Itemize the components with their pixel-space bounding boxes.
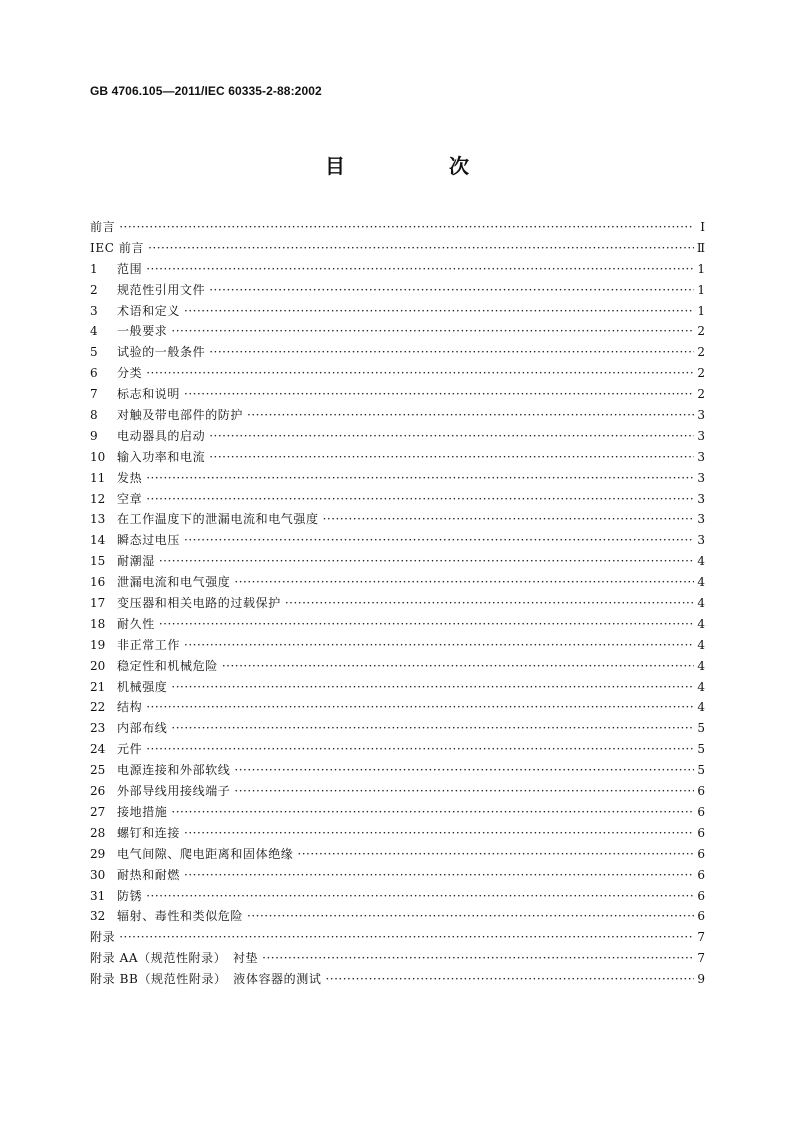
toc-dot-leader (119, 217, 694, 238)
toc-entry-number: 30 (90, 867, 106, 882)
toc-entry[interactable] (90, 572, 705, 593)
toc-dot-leader (234, 781, 694, 802)
toc-entry-page-number: 6 (697, 825, 705, 840)
toc-dot-leader (323, 509, 694, 530)
toc-entry-page-number: 3 (697, 449, 705, 464)
toc-entry-number: 29 (90, 846, 106, 861)
toc-entry-number: 12 (90, 491, 106, 506)
toc-entry-page-number: 4 (697, 554, 705, 569)
toc-entry-title: 附录 (90, 930, 116, 945)
toc-entry-number: 23 (90, 721, 106, 736)
toc-entry[interactable] (90, 426, 705, 447)
toc-entry-title: 附录 AA（规范性附录） 衬垫 (90, 951, 259, 966)
toc-entry-title: 耐热和耐燃 (117, 867, 181, 882)
toc-entry-title: 耐久性 (117, 616, 155, 631)
toc-entry-number: 27 (90, 804, 106, 819)
toc-entry-number: 25 (90, 763, 106, 778)
toc-entry-page-number: 6 (697, 784, 705, 799)
toc-dot-leader (247, 906, 694, 927)
toc-dot-leader (184, 530, 694, 551)
toc-entry[interactable] (90, 217, 705, 238)
toc-entry[interactable] (90, 489, 705, 510)
toc-entry-title: 范围 (117, 261, 143, 276)
toc-dot-leader (148, 238, 694, 259)
toc-entry-page-number: 5 (697, 721, 705, 736)
toc-entry[interactable] (90, 823, 705, 844)
toc-entry-page-number: 4 (697, 637, 705, 652)
toc-entry-page-number: 6 (697, 909, 705, 924)
toc-entry-page-number: 3 (697, 512, 705, 527)
toc-entry[interactable] (90, 718, 705, 739)
toc-entry-title: 元件 (117, 742, 143, 757)
toc-entry[interactable] (90, 906, 705, 927)
table-of-contents (90, 217, 705, 990)
toc-entry-number: 19 (90, 637, 106, 652)
toc-entry-page-number: Ⅱ (696, 240, 705, 255)
toc-entry[interactable] (90, 405, 705, 426)
standard-number-header: GB 4706.105—2011/IEC 60335-2-88:2002 (90, 84, 322, 98)
toc-entry-number: 1 (90, 261, 98, 276)
toc-entry[interactable] (90, 238, 705, 259)
toc-dot-leader (146, 886, 694, 907)
toc-dot-leader (171, 321, 694, 342)
toc-entry-number: 3 (90, 303, 98, 318)
toc-dot-leader (209, 447, 694, 468)
toc-entry-number: 2 (90, 282, 98, 297)
toc-entry-page-number: 9 (697, 972, 705, 987)
toc-dot-leader (247, 405, 694, 426)
toc-entry[interactable] (90, 530, 705, 551)
toc-entry-title: 非正常工作 (117, 637, 181, 652)
toc-entry-number: 20 (90, 658, 106, 673)
toc-entry[interactable] (90, 447, 705, 468)
toc-entry-title: 在工作温度下的泄漏电流和电气强度 (117, 512, 319, 527)
toc-dot-leader (119, 927, 694, 948)
page-title: 目 次 (325, 154, 511, 178)
toc-entry[interactable] (90, 969, 705, 990)
toc-dot-leader (159, 551, 694, 572)
toc-entry-number: 6 (90, 366, 98, 381)
toc-entry-number: 10 (90, 449, 106, 464)
toc-entry-title: 结构 (117, 700, 143, 715)
toc-entry[interactable] (90, 321, 705, 342)
toc-entry[interactable] (90, 342, 705, 363)
toc-entry-title: 外部导线用接线端子 (117, 784, 231, 799)
toc-entry-number: 22 (90, 700, 106, 715)
toc-dot-leader (184, 823, 694, 844)
toc-entry-page-number: 4 (697, 616, 705, 631)
toc-entry-page-number: 2 (697, 324, 705, 339)
toc-entry-title: 输入功率和电流 (117, 449, 206, 464)
toc-entry-title: 内部布线 (117, 721, 168, 736)
toc-entry-number: 21 (90, 679, 106, 694)
toc-entry[interactable] (90, 802, 705, 823)
toc-entry-number: 31 (90, 888, 106, 903)
toc-dot-leader (234, 572, 694, 593)
toc-entry-number: 7 (90, 387, 98, 402)
toc-entry-title: 一般要求 (117, 324, 168, 339)
toc-entry-title: 标志和说明 (117, 387, 181, 402)
toc-dot-leader (146, 468, 694, 489)
toc-entry-title: 电源连接和外部软线 (117, 763, 231, 778)
toc-dot-leader (184, 865, 694, 886)
toc-dot-leader (222, 656, 694, 677)
toc-entry-title: 发热 (117, 470, 143, 485)
toc-entry-title: 电动器具的启动 (117, 428, 206, 443)
toc-dot-leader (146, 363, 694, 384)
toc-entry-title: 螺钉和连接 (117, 825, 181, 840)
toc-entry-page-number: 4 (697, 679, 705, 694)
toc-entry-title: 防锈 (117, 888, 143, 903)
toc-entry-title: 分类 (117, 366, 143, 381)
toc-entry-page-number: Ⅰ (700, 220, 705, 234)
toc-entry[interactable] (90, 760, 705, 781)
toc-entry-title: 变压器和相关电路的过载保护 (117, 596, 281, 611)
toc-entry-number: 4 (90, 324, 98, 339)
toc-entry-page-number: 6 (697, 846, 705, 861)
toc-entry[interactable] (90, 677, 705, 698)
toc-entry[interactable] (90, 551, 705, 572)
toc-entry-title: 辐射、毒性和类似危险 (117, 909, 244, 924)
toc-entry[interactable] (90, 593, 705, 614)
toc-entry-page-number: 6 (697, 888, 705, 903)
toc-entry[interactable] (90, 927, 705, 948)
toc-entry-number: 15 (90, 554, 106, 569)
toc-entry-title: 术语和定义 (117, 303, 181, 318)
toc-entry-number: 13 (90, 512, 106, 527)
toc-dot-leader (159, 614, 694, 635)
toc-entry[interactable] (90, 656, 705, 677)
toc-dot-leader (234, 760, 694, 781)
toc-dot-leader (297, 844, 694, 865)
toc-entry-number: 5 (90, 345, 98, 360)
toc-entry-title: 规范性引用文件 (117, 282, 206, 297)
toc-dot-leader (171, 802, 694, 823)
toc-entry-page-number: 5 (697, 742, 705, 757)
toc-entry-page-number: 4 (697, 575, 705, 590)
toc-entry[interactable] (90, 635, 705, 656)
toc-entry-page-number: 7 (697, 951, 705, 966)
toc-entry-page-number: 3 (697, 428, 705, 443)
toc-entry-number: 14 (90, 533, 106, 548)
toc-entry[interactable] (90, 865, 705, 886)
toc-entry-page-number: 3 (697, 408, 705, 423)
toc-entry-title: 对触及带电部件的防护 (117, 408, 244, 423)
toc-dot-leader (146, 739, 694, 760)
toc-entry-number: 28 (90, 825, 106, 840)
toc-entry-page-number: 6 (697, 867, 705, 882)
toc-dot-leader (184, 635, 694, 656)
toc-entry-page-number: 3 (697, 533, 705, 548)
toc-entry[interactable] (90, 697, 705, 718)
toc-entry[interactable] (90, 363, 705, 384)
toc-entry-number: 8 (90, 408, 98, 423)
toc-entry-page-number: 4 (697, 596, 705, 611)
toc-entry-page-number: 2 (697, 387, 705, 402)
toc-entry[interactable] (90, 468, 705, 489)
toc-entry-title: IEC 前言 (90, 240, 145, 255)
toc-dot-leader (146, 489, 694, 510)
toc-dot-leader (325, 969, 694, 990)
toc-entry-title: 耐潮湿 (117, 554, 155, 569)
toc-dot-leader (171, 718, 694, 739)
toc-dot-leader (285, 593, 694, 614)
toc-entry-page-number: 2 (697, 345, 705, 360)
toc-dot-leader (209, 342, 694, 363)
toc-entry-title: 稳定性和机械危险 (117, 658, 218, 673)
toc-entry[interactable] (90, 781, 705, 802)
toc-entry[interactable] (90, 509, 705, 530)
toc-dot-leader (262, 948, 694, 969)
toc-entry[interactable] (90, 739, 705, 760)
toc-dot-leader (184, 301, 694, 322)
toc-entry-page-number: 1 (697, 261, 705, 276)
toc-entry[interactable] (90, 886, 705, 907)
toc-entry-title: 前言 (90, 220, 116, 234)
toc-entry[interactable] (90, 614, 705, 635)
toc-entry-page-number: 4 (697, 700, 705, 715)
toc-entry-page-number: 6 (697, 804, 705, 819)
toc-entry-number: 16 (90, 575, 106, 590)
toc-entry-number: 32 (90, 909, 106, 924)
toc-dot-leader (209, 280, 694, 301)
toc-entry[interactable] (90, 259, 705, 280)
toc-entry-title: 瞬态过电压 (117, 533, 181, 548)
toc-dot-leader (146, 259, 694, 280)
toc-entry-page-number: 1 (697, 282, 705, 297)
toc-entry-number: 24 (90, 742, 106, 757)
toc-entry-page-number: 3 (697, 470, 705, 485)
toc-entry-title: 泄漏电流和电气强度 (117, 575, 231, 590)
toc-entry-title: 电气间隙、爬电距离和固体绝缘 (117, 846, 294, 861)
toc-entry-number: 17 (90, 596, 106, 611)
toc-dot-leader (184, 384, 694, 405)
toc-entry-page-number: 4 (697, 658, 705, 673)
toc-entry[interactable] (90, 280, 705, 301)
toc-entry-page-number: 3 (697, 491, 705, 506)
toc-entry-number: 11 (90, 470, 106, 485)
toc-entry-page-number: 1 (697, 303, 705, 318)
toc-entry[interactable] (90, 948, 705, 969)
toc-entry-title: 接地措施 (117, 804, 168, 819)
toc-entry-title: 机械强度 (117, 679, 168, 694)
toc-entry-number: 26 (90, 784, 106, 799)
toc-entry[interactable] (90, 844, 705, 865)
toc-entry-title: 附录 BB（规范性附录） 液体容器的测试 (90, 972, 322, 987)
toc-entry-title: 空章 (117, 491, 143, 506)
toc-entry[interactable] (90, 301, 705, 322)
toc-dot-leader (146, 697, 694, 718)
toc-entry-page-number: 5 (697, 763, 705, 778)
toc-dot-leader (209, 426, 694, 447)
toc-entry[interactable] (90, 384, 705, 405)
toc-entry-title: 试验的一般条件 (117, 345, 206, 360)
toc-entry-page-number: 7 (697, 930, 705, 945)
toc-entry-page-number: 2 (697, 366, 705, 381)
toc-dot-leader (171, 677, 694, 698)
toc-entry-number: 18 (90, 616, 106, 631)
toc-entry-number: 9 (90, 428, 98, 443)
